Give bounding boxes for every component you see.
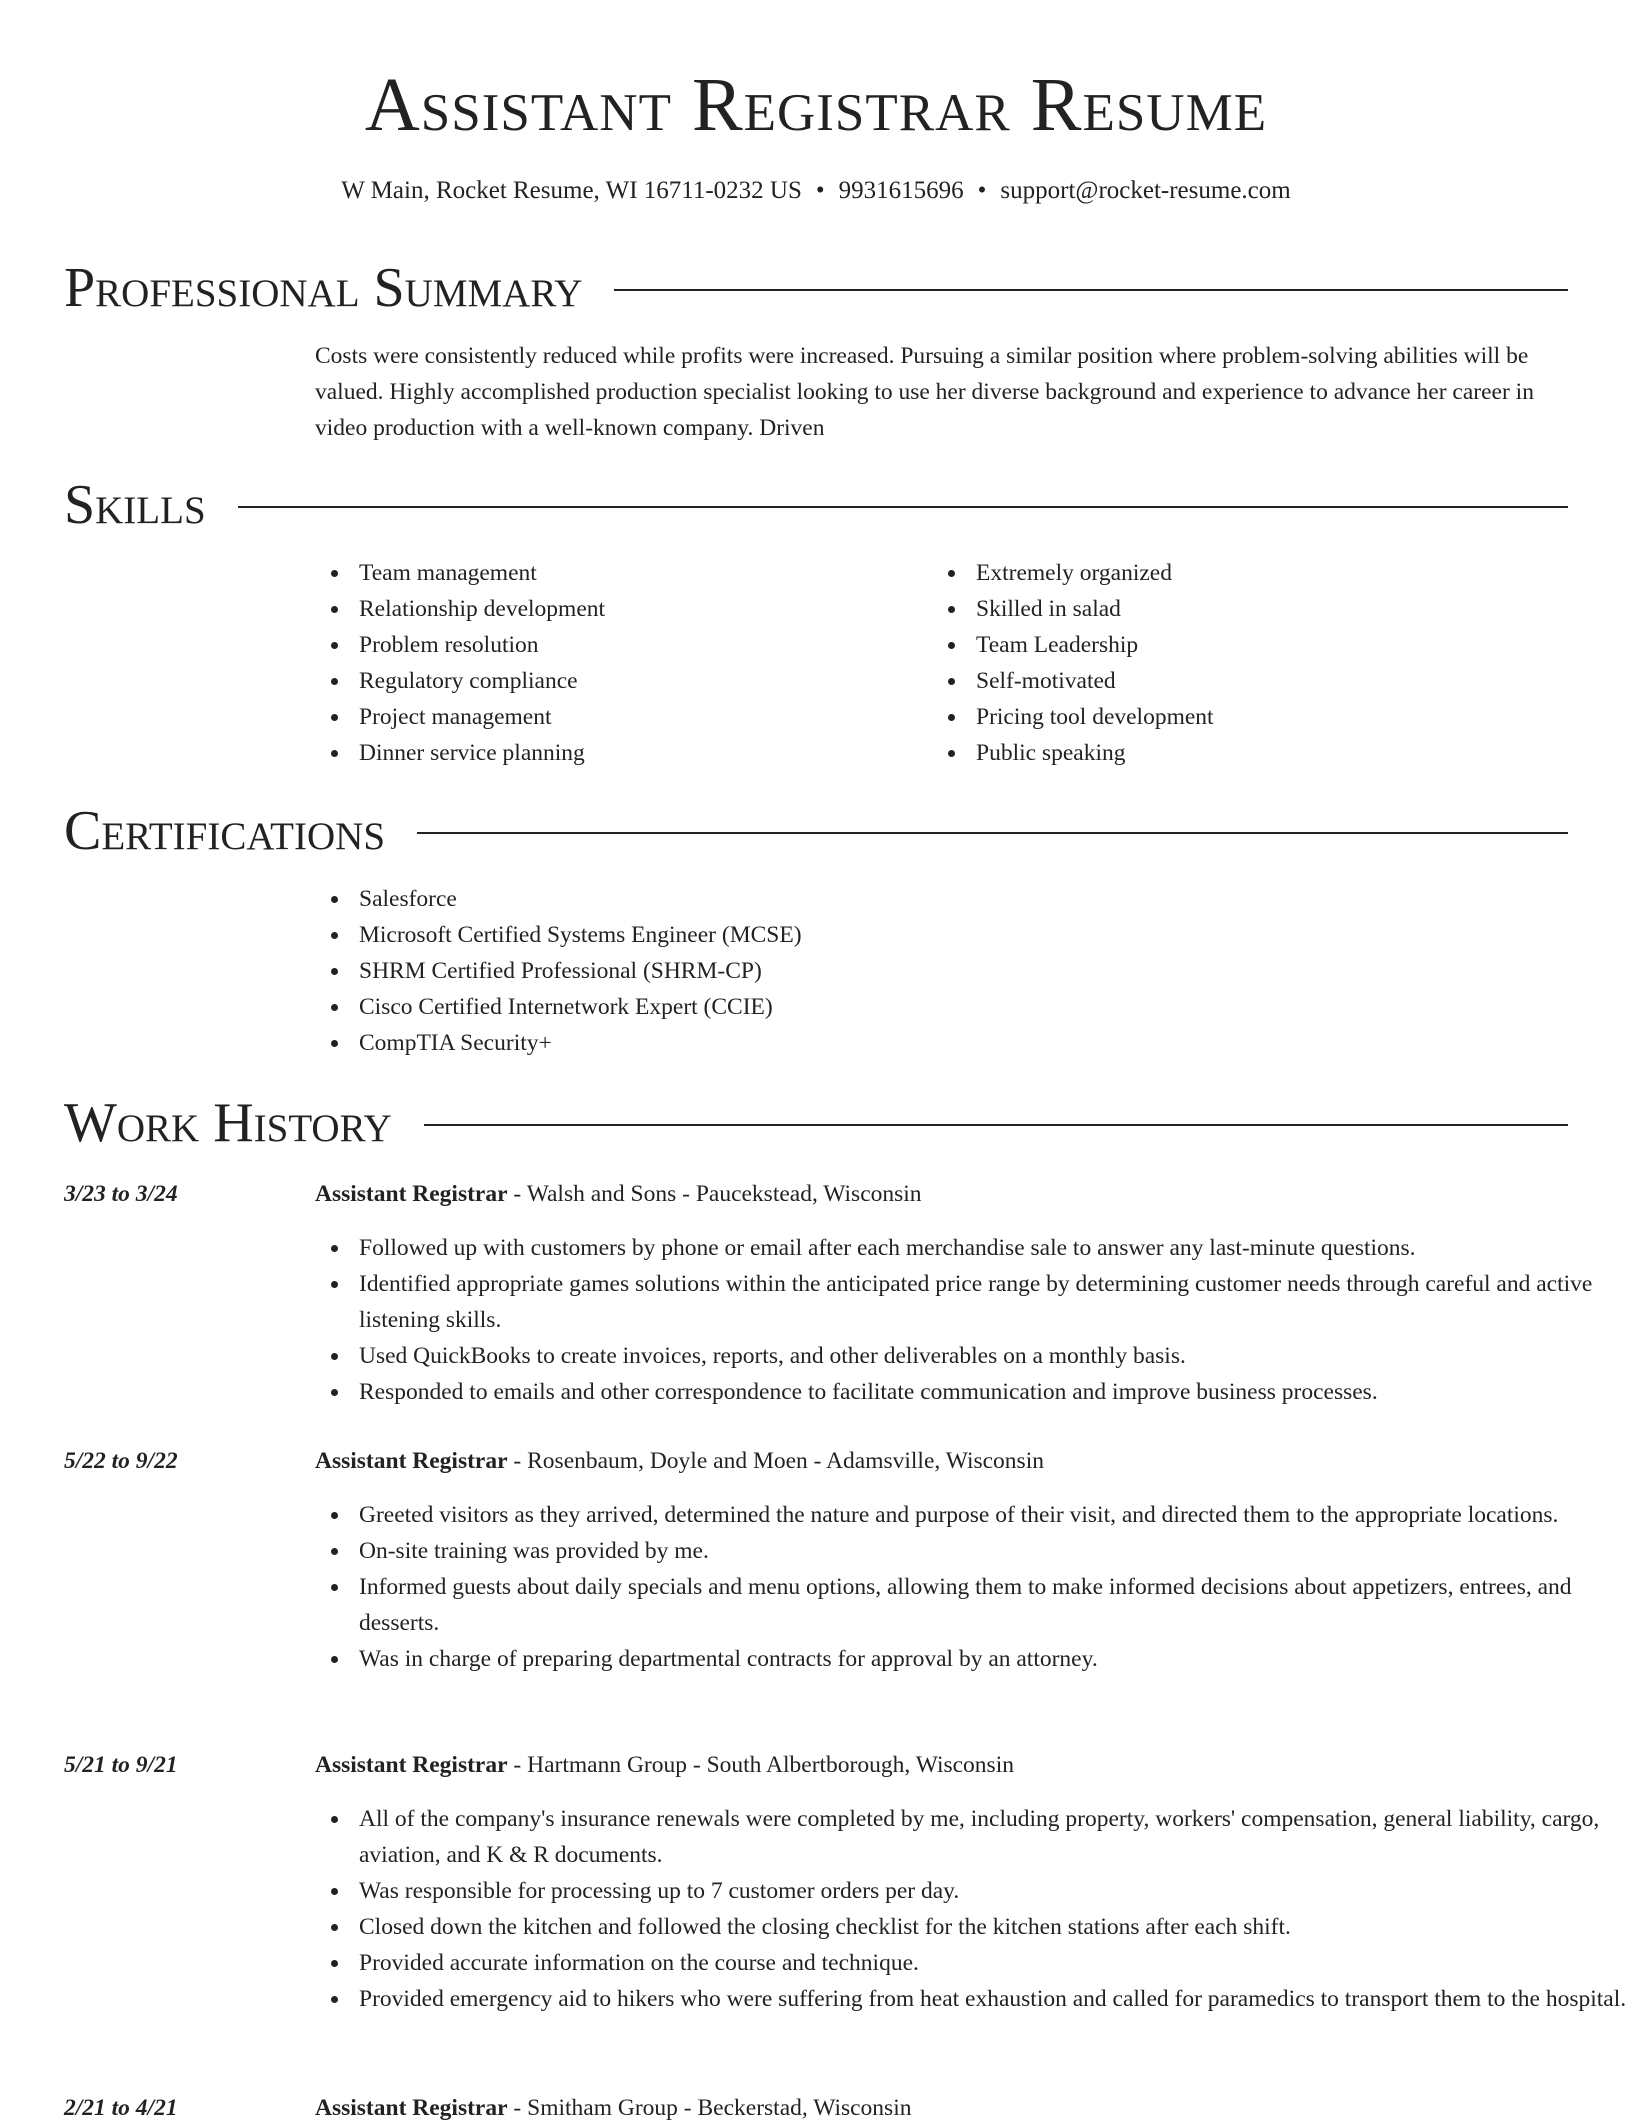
job-duty: Was in charge of preparing departmental contracts for approval by an attorney.: [315, 1641, 1632, 1677]
job-dates: 5/22 to 9/22: [64, 1448, 178, 1474]
skill-item: Public speaking: [932, 735, 1532, 771]
certification-item: SHRM Certified Professional (SHRM-CP): [315, 953, 1515, 989]
skills-list-right: [932, 555, 1532, 771]
certifications-section-header: [64, 799, 1568, 863]
section-divider: [417, 832, 1568, 834]
skills-section-header: [64, 473, 1568, 537]
contact-phone: 9931615696: [838, 177, 964, 204]
job-dates: 5/21 to 9/21: [64, 1752, 178, 1778]
job-duty: Informed guests about daily specials and menu options, allowing them to make informed decisions about appetizers, entrees, and desserts.: [315, 1569, 1632, 1641]
job-duties-list: [315, 1230, 1632, 1410]
job-header: [315, 1443, 1044, 1479]
job-title: Assistant Registrar: [315, 1448, 508, 1474]
job-duty: Closed down the kitchen and followed the closing checklist for the kitchen stations after each shift.: [315, 1909, 1632, 1945]
section-divider: [424, 1124, 1568, 1126]
job-duty: Was responsible for processing up to 7 customer orders per day.: [315, 1873, 1632, 1909]
skill-item: Regulatory compliance: [315, 663, 915, 699]
skill-item: Problem resolution: [315, 627, 915, 663]
job-dates: 2/21 to 4/21: [64, 2095, 178, 2121]
job-header: [315, 2090, 911, 2126]
certification-item: Cisco Certified Internetwork Expert (CCIE): [315, 989, 1515, 1025]
job-duty: Identified appropriate games solutions within the anticipated price range by determining customer needs through careful and active listening skills.: [315, 1266, 1632, 1338]
skill-item: Pricing tool development: [932, 699, 1532, 735]
job-employer: - Smitham Group - Beckerstad, Wisconsin: [507, 2095, 912, 2121]
skills-heading: Skills: [64, 474, 206, 536]
contact-separator: •: [815, 177, 825, 204]
job-employer: - Rosenbaum, Doyle and Moen - Adamsville, Wisconsin: [507, 1448, 1044, 1474]
job-header: [315, 1176, 922, 1212]
certification-item: CompTIA Security+: [315, 1025, 1515, 1061]
job-title: Assistant Registrar: [315, 1752, 508, 1778]
skill-item: Self-motivated: [932, 663, 1532, 699]
job-title: Assistant Registrar: [315, 1181, 508, 1207]
section-divider: [238, 506, 1568, 508]
resume-title: Assistant Registrar Resume: [364, 63, 1268, 147]
certifications-list: [315, 881, 1515, 1061]
summary-heading: Professional Summary: [64, 257, 583, 319]
certification-item: Salesforce: [315, 881, 1515, 917]
job-header: [315, 1747, 1014, 1783]
skill-item: Team management: [315, 555, 915, 591]
job-duty: Followed up with customers by phone or email after each merchandise sale to answer any last-minute questions.: [315, 1230, 1632, 1266]
job-duty: Provided accurate information on the course and technique.: [315, 1945, 1632, 1981]
job-employer: - Hartmann Group - South Albertborough, Wisconsin: [507, 1752, 1014, 1778]
work-history-section-header: [64, 1091, 1568, 1155]
section-divider: [614, 289, 1568, 291]
skill-item: Extremely organized: [932, 555, 1532, 591]
job-title: Assistant Registrar: [315, 2095, 508, 2121]
job-dates: 3/23 to 3/24: [64, 1181, 178, 1207]
job-duty: Responded to emails and other correspondence to facilitate communication and improve business processes.: [315, 1374, 1632, 1410]
certifications-heading: Certifications: [64, 800, 386, 862]
contact-separator: •: [977, 177, 987, 204]
job-duty: Used QuickBooks to create invoices, reports, and other deliverables on a monthly basis.: [315, 1338, 1632, 1374]
skill-item: Project management: [315, 699, 915, 735]
job-duty: All of the company's insurance renewals were completed by me, including property, workers' compensation, general liability, cargo, aviation, and K & R documents.: [315, 1801, 1632, 1873]
work-history-heading: Work History: [64, 1092, 392, 1154]
job-duty: Provided emergency aid to hikers who were suffering from heat exhaustion and called for paramedics to transport them to the hospital.: [315, 1981, 1632, 2017]
skill-item: Relationship development: [315, 591, 915, 627]
skills-list-left: [315, 555, 915, 771]
summary-section-header: [64, 256, 1568, 320]
job-duties-list: [315, 1497, 1632, 1677]
skill-item: Team Leadership: [932, 627, 1532, 663]
contact-line: [0, 174, 1632, 208]
contact-address: W Main, Rocket Resume, WI 16711-0232 US: [341, 177, 802, 204]
job-duty: On-site training was provided by me.: [315, 1533, 1632, 1569]
certification-item: Microsoft Certified Systems Engineer (MCSE): [315, 917, 1515, 953]
skill-item: Skilled in salad: [932, 591, 1532, 627]
job-duty: Greeted visitors as they arrived, determined the nature and purpose of their visit, and directed them to the appropriate locations.: [315, 1497, 1632, 1533]
job-duties-list: [315, 1801, 1632, 2017]
skill-item: Dinner service planning: [315, 735, 915, 771]
summary-text: Costs were consistently reduced while profits were increased. Pursuing a similar position where problem-solving abilities will be valued. Highly accomplished production specialist looking to use her diverse background and experience to advance her career in video production with a well-known company. Driven: [315, 343, 1534, 441]
contact-email: support@rocket-resume.com: [1000, 177, 1291, 204]
job-employer: - Walsh and Sons - Paucekstead, Wisconsin: [507, 1181, 922, 1207]
